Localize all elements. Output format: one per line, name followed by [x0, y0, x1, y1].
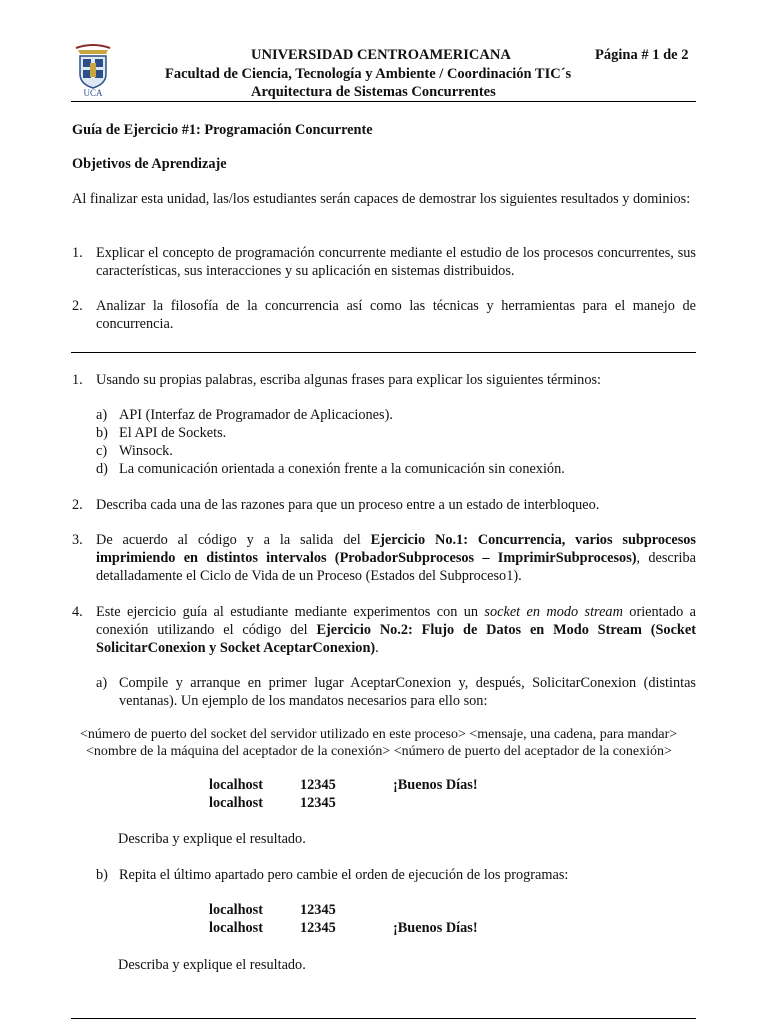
question-number: 4.	[72, 604, 83, 620]
port-cell: 12345	[300, 777, 336, 793]
question-2-text: Describa cada una de las razones para que un proceso entre a un estado de interbloqueo.	[96, 497, 600, 513]
host-cell: localhost	[209, 795, 264, 811]
objectives-title: Objetivos de Aprendizaje	[72, 156, 227, 172]
term-item: c) Winsock.	[96, 443, 173, 459]
port-cell: 12345	[300, 795, 336, 811]
course-title: Arquitectura de Sistemas Concurrentes	[251, 84, 496, 100]
host-cell: localhost	[209, 777, 264, 793]
describe-instruction: Describa y explique el resultado.	[118, 831, 306, 847]
host-cell: localhost	[209, 920, 264, 936]
uca-logo	[72, 44, 114, 98]
message-cell: ¡Buenos Días!	[393, 777, 478, 793]
question-number: 3.	[72, 532, 83, 548]
objective-number: 1.	[72, 245, 83, 261]
term-item: d) La comunicación orientada a conexión frente a la comunicación sin conexión.	[96, 461, 565, 477]
subitem-label: a)	[96, 675, 108, 691]
logo-text: UCA	[83, 88, 103, 98]
objective-number: 2.	[72, 298, 83, 314]
intro-paragraph: Al finalizar esta unidad, las/los estudiantes serán capaces de demostrar los siguientes resultados y dominios:	[72, 191, 691, 207]
port-cell: 12345	[300, 920, 336, 936]
section-divider	[71, 352, 696, 353]
message-cell: ¡Buenos Días!	[393, 920, 478, 936]
objective-item: Explicar el concepto de programación concurrente mediante el estudio de los procesos concurrentes, sus características, sus interacciones y su aplicación en sistemas distribuidos.	[96, 245, 696, 279]
question-3-text: De acuerdo al código y a la salida del Ejercicio No.1: Concurrencia, varios subprocesos imprimiendo en distintos intervalos (ProbadorSubprocesos – ImprimirSubprocesos), describa detalladamente el Ciclo de Vida de un Proceso (Estados del Subproceso1).	[96, 532, 697, 584]
header-divider	[71, 101, 696, 102]
question-number: 2.	[72, 497, 83, 513]
subitem-b-text: Repita el último apartado pero cambie el orden de ejecución de los programas:	[119, 867, 569, 883]
subitem-label: b)	[96, 867, 108, 883]
term-item: a) API (Interfaz de Programador de Aplicaciones).	[96, 407, 393, 423]
subitem-a-text: Compile y arranque en primer lugar AceptarConexion y, después, SolicitarConexion (distintas ventanas). Un ejemplo de los mandatos necesarios para ello son:	[119, 675, 696, 709]
faculty-line: Facultad de Ciencia, Tecnología y Ambiente / Coordinación TIC´s	[165, 66, 572, 82]
question-4-text: Este ejercicio guía al estudiante mediante experimentos con un socket en modo stream orientado a conexión utilizando el código del Ejercicio No.2: Flujo de Datos en Modo Stream (Socket SolicitarConexion y Socket AceptarConexion).	[96, 604, 696, 656]
command-syntax-line: <número de puerto del socket del servidor utilizado en este proceso> <mensaje, una cadena, para mandar>	[80, 727, 678, 742]
host-cell: localhost	[209, 902, 264, 918]
guide-title: Guía de Ejercicio #1: Programación Concurrente	[72, 122, 373, 138]
port-cell: 12345	[300, 902, 336, 918]
page-indicator: Página # 1 de 2	[595, 47, 689, 63]
footer-divider	[71, 1018, 696, 1019]
command-syntax-line: <nombre de la máquina del aceptador de la conexión> <número de puerto del aceptador de la conexión>	[86, 744, 672, 759]
term-item: b) El API de Sockets.	[96, 425, 227, 441]
question-1-text: Usando su propias palabras, escriba algunas frases para explicar los siguientes términos:	[96, 372, 602, 388]
question-number: 1.	[72, 372, 83, 388]
describe-instruction: Describa y explique el resultado.	[118, 957, 306, 973]
objective-item: Analizar la filosofía de la concurrencia así como las técnicas y herramientas para el manejo de concurrencia.	[96, 298, 696, 332]
university-name: UNIVERSIDAD CENTROAMERICANA	[251, 47, 511, 63]
